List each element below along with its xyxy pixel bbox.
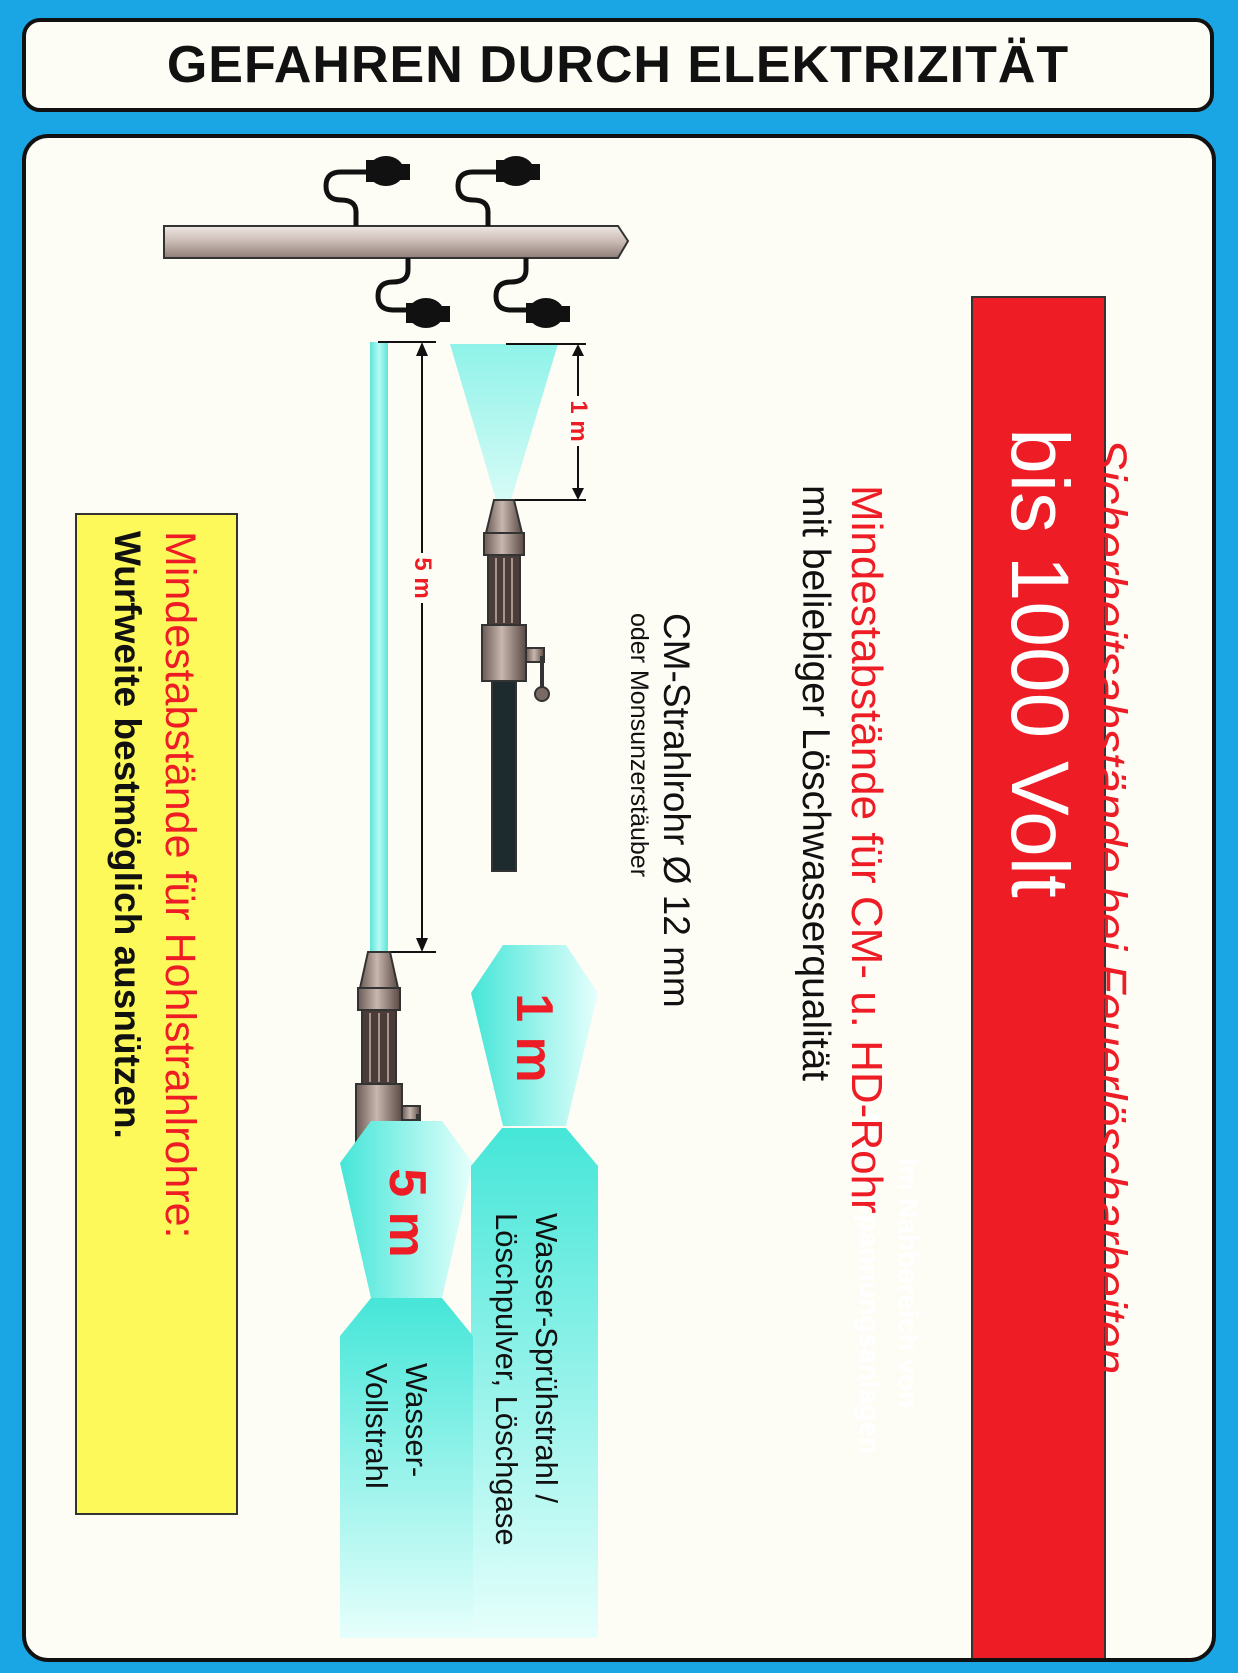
conductor-pipe: [164, 226, 628, 258]
main-panel: [22, 134, 1216, 1662]
caption-jet-line1: Wasser-: [399, 1363, 435, 1478]
badge-1m-value: 1 m: [505, 993, 563, 1083]
cm-hd-block: [782, 485, 902, 1385]
heading: Sicherheitsabstände bei Feuerlöscharbeiten: [1082, 437, 1136, 1375]
voltage-sub-line2: Niederspannungsanlagen: [854, 1111, 885, 1455]
caption-spray-line2: Löschpulver, Löschgase: [489, 1213, 524, 1546]
caption-jet: [346, 1363, 446, 1613]
nozzle-label-line1: CM-Strahlrohr Ø 12 mm: [656, 613, 698, 1008]
insulator-top-left: [326, 172, 371, 226]
measure-spray: 1 m: [564, 396, 592, 445]
spray-nozzle: [482, 500, 549, 871]
voltage-text-block: [984, 283, 1094, 1662]
cm-hd-line1: Mindestabstände für CM- u. HD-Rohr: [841, 485, 891, 1214]
voltage-sub-line1: Im Nahbereich von: [893, 1157, 925, 1409]
water-jet: [370, 342, 388, 952]
cm-hd-line2: mit beliebiger Löschwasserqualität: [793, 485, 837, 1082]
page-title: GEFAHREN DURCH ELEKTRIZITÄT: [166, 36, 1070, 94]
nozzle-label-block: [616, 613, 706, 1173]
badge-5m-value: 5 m: [378, 1168, 436, 1258]
hohlstrahl-line1: Mindestabstände für Hohlstrahlrohre:: [156, 531, 204, 1239]
measure-jet-block: [407, 548, 437, 608]
hohlstrahl-text-block: [90, 531, 220, 1511]
caption-spray-line1: Wasser-Sprühstrahl /: [529, 1213, 565, 1503]
title-bar: [22, 18, 1214, 112]
badge-1m: [504, 988, 564, 1088]
heading-block: [1079, 246, 1139, 1566]
hohlstrahl-line2: Wurfweite bestmöglich ausnützen.: [107, 531, 149, 1139]
badge-5m: [377, 1158, 437, 1268]
nozzle-label-line2: oder Monsunzerstäuber: [624, 613, 653, 878]
caption-jet-line2: Vollstrahl: [359, 1363, 394, 1489]
voltage-main: bis 1000 Volt: [994, 428, 1085, 898]
measure-spray-block: [563, 391, 593, 451]
insulator-top-right: [458, 172, 501, 226]
spray-cone: [450, 344, 558, 500]
measure-jet: 5 m: [408, 553, 436, 602]
caption-spray: [476, 1213, 576, 1613]
